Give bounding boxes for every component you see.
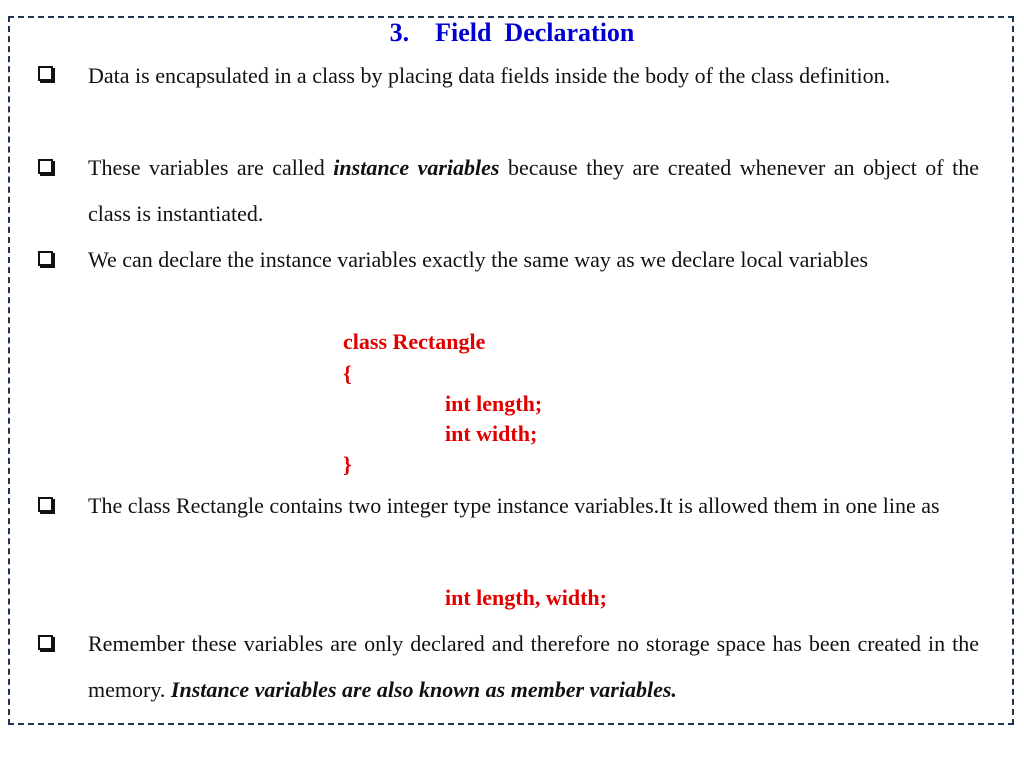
square-bullet-icon xyxy=(38,66,53,81)
code-field-length: int length; xyxy=(445,391,543,416)
bullet-text-1: Data is encapsulated in a class by placing data fields inside the body of the class definition. xyxy=(88,63,891,88)
code-combined-declaration: int length, width; xyxy=(445,585,607,610)
code-class-line: class Rectangle xyxy=(343,329,486,354)
bullet-text-2 xyxy=(88,145,979,237)
code-field-width: int width; xyxy=(445,421,538,446)
bullet-5-lead: Remember these variables are only declared and therefore no storage space has been created in the memory. xyxy=(88,631,979,702)
bullet-2-tail: because they are created whenever an object of the class is instantiated. xyxy=(88,155,979,226)
member-variables-emphasis: Instance variables are also known as member variables. xyxy=(170,677,677,702)
code-close-brace: } xyxy=(343,452,352,477)
square-bullet-icon xyxy=(38,635,53,650)
square-bullet-icon xyxy=(38,251,53,266)
code-open-brace: { xyxy=(343,361,352,386)
bullet-text-5 xyxy=(88,621,979,713)
page-title: 3. Field Declaration xyxy=(389,18,635,47)
dashed-frame xyxy=(8,16,1014,725)
square-bullet-icon xyxy=(38,159,53,174)
square-bullet-icon xyxy=(38,497,53,512)
bullet-2-lead: These variables are called xyxy=(88,155,334,180)
instance-variables-emphasis: instance variables xyxy=(333,155,500,180)
bullet-text-4: The class Rectangle contains two integer type instance variables.It is allowed them in one line as xyxy=(88,493,940,518)
bullet-text-3: We can declare the instance variables exactly the same way as we declare local variables xyxy=(88,247,869,272)
